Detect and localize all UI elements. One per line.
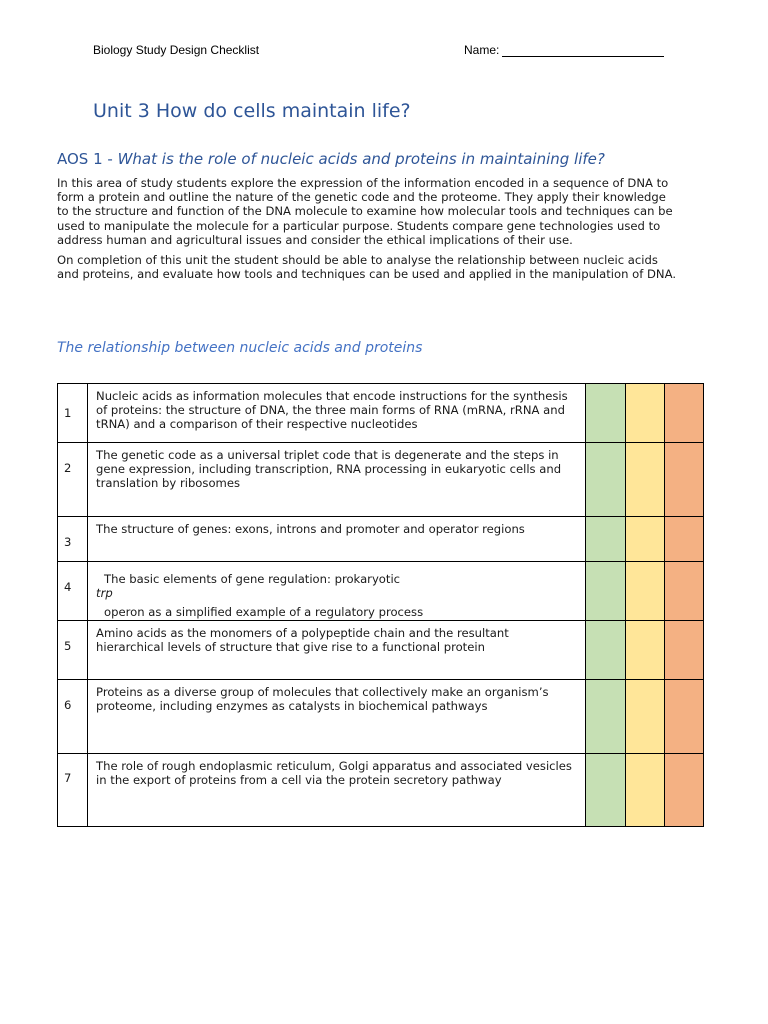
table-row: [58, 562, 704, 621]
row-number: 6: [58, 680, 88, 754]
rating-yellow-cell[interactable]: [625, 621, 664, 680]
table-row: [58, 443, 704, 517]
name-field: [464, 43, 664, 57]
row-description: Proteins as a diverse group of molecules that collectively make an organism’s proteome, including enzymes as catalysts in biochemical pathways: [88, 680, 586, 754]
rating-yellow-cell[interactable]: [625, 517, 664, 562]
aos-prefix: AOS 1 -: [57, 150, 118, 168]
intro-text: [57, 176, 677, 287]
row-number: 4: [58, 562, 88, 621]
rating-green-cell[interactable]: [585, 517, 625, 562]
rating-yellow-cell[interactable]: [625, 562, 664, 621]
name-blank-line[interactable]: [502, 43, 664, 57]
row-description: Nucleic acids as information molecules that encode instructions for the synthesis of proteins: the structure of DNA, the three main forms of RNA (mRNA, rRNA and tRNA) and a comparison of their respective nucleotides: [88, 384, 586, 443]
intro-paragraph: In this area of study students explore the expression of the information encoded in a sequence of DNA to form a protein and outline the nature of the genetic code and the proteome. They apply their knowledge to the structure and function of the DNA molecule to examine how molecular tools and techniques can be used to manipulate the molecule for a particular purpose. Students compare gene technologies used to address human and agricultural issues and consider the ethical implications of their use.: [57, 176, 673, 247]
rating-orange-cell[interactable]: [664, 562, 703, 621]
rating-orange-cell[interactable]: [664, 621, 703, 680]
rating-green-cell[interactable]: [585, 384, 625, 443]
table-row: [58, 517, 704, 562]
row-description: The basic elements of gene regulation: prokaryotic trp operon as a simplified example of a regulatory process: [88, 562, 586, 621]
unit-title: Unit 3 How do cells maintain life?: [93, 100, 411, 122]
rating-yellow-cell[interactable]: [625, 443, 664, 517]
checklist-table: [57, 383, 704, 827]
rating-orange-cell[interactable]: [664, 443, 703, 517]
intro-paragraph: On completion of this unit the student should be able to analyse the relationship between nucleic acids and proteins, and evaluate how tools and techniques can be used and applied in the manipulation of DNA.: [57, 253, 677, 282]
row-number: 3: [58, 517, 88, 562]
row-description: The genetic code as a universal triplet code that is degenerate and the steps in gene expression, including transcription, RNA processing in eukaryotic cells and translation by ribosomes: [88, 443, 586, 517]
table-row: [58, 621, 704, 680]
rating-green-cell[interactable]: [585, 621, 625, 680]
rating-orange-cell[interactable]: [664, 384, 703, 443]
rating-green-cell[interactable]: [585, 443, 625, 517]
rating-yellow-cell[interactable]: [625, 384, 664, 443]
document-header-title: Biology Study Design Checklist: [93, 43, 260, 57]
row-description: The role of rough endoplasmic reticulum, Golgi apparatus and associated vesicles in the export of proteins from a cell via the protein secretory pathway: [88, 754, 586, 827]
rating-orange-cell[interactable]: [664, 754, 703, 827]
row-number: 7: [58, 754, 88, 827]
table-row: [58, 754, 704, 827]
name-label: Name:: [464, 43, 500, 57]
rating-orange-cell[interactable]: [664, 517, 703, 562]
row-description: Amino acids as the monomers of a polypeptide chain and the resultant hierarchical levels of structure that give rise to a functional protein: [88, 621, 586, 680]
row-description: The structure of genes: exons, introns and promoter and operator regions: [88, 517, 586, 562]
table-row: [58, 384, 704, 443]
rating-green-cell[interactable]: [585, 680, 625, 754]
aos-heading: [57, 150, 717, 168]
rating-green-cell[interactable]: [585, 754, 625, 827]
aos-question: What is the role of nucleic acids and proteins in maintaining life?: [117, 150, 605, 168]
row-number: 5: [58, 621, 88, 680]
rating-orange-cell[interactable]: [664, 680, 703, 754]
table-row: [58, 680, 704, 754]
rating-yellow-cell[interactable]: [625, 754, 664, 827]
row-number: 2: [58, 443, 88, 517]
rating-green-cell[interactable]: [585, 562, 625, 621]
section-title: The relationship between nucleic acids and proteins: [57, 340, 423, 356]
rating-yellow-cell[interactable]: [625, 680, 664, 754]
row-number: 1: [58, 384, 88, 443]
